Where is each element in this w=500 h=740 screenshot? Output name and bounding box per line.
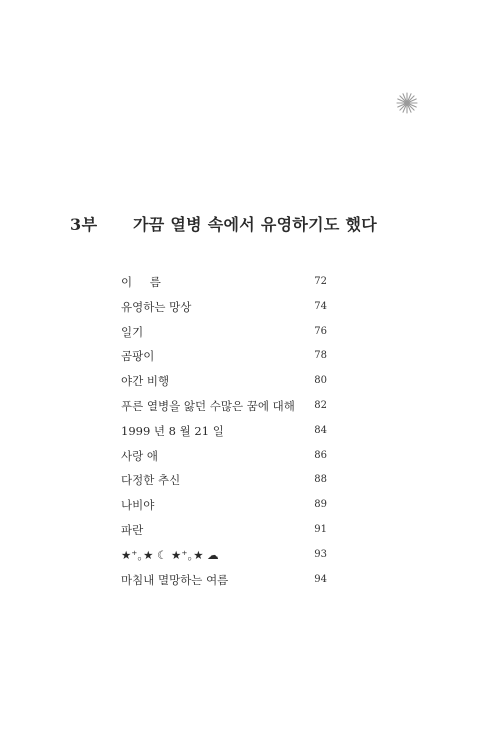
toc-entry-title: 마침내 멸망하는 여름: [121, 572, 229, 587]
table-of-contents: [121, 272, 327, 594]
toc-entry[interactable]: [121, 396, 327, 421]
toc-entry[interactable]: [121, 570, 327, 595]
toc-entry-title: 일기: [121, 324, 144, 339]
toc-entry-title: 유영하는 망상: [121, 299, 192, 314]
toc-entry[interactable]: [121, 495, 327, 520]
toc-entry-page: 91: [314, 523, 327, 535]
toc-entry-title: 파란: [121, 522, 144, 537]
star-burst-icon: [396, 92, 418, 114]
toc-entry-title: 야간 비행: [121, 374, 170, 389]
toc-entry-title: 곰팡이: [121, 349, 155, 364]
part-number: 3부: [70, 215, 98, 234]
toc-entry-title: ★⁺｡★ ☾ ★⁺｡★ ☁: [121, 547, 219, 562]
toc-entry[interactable]: [121, 545, 327, 570]
part-title: 가끔 열병 속에서 유영하기도 했다: [133, 215, 378, 234]
toc-entry[interactable]: [121, 520, 327, 545]
toc-entry-page: 94: [314, 573, 327, 585]
toc-entry[interactable]: [121, 346, 327, 371]
toc-entry[interactable]: [121, 371, 327, 396]
toc-entry-title: 다정한 추신: [121, 473, 181, 488]
toc-entry-title: 나비야: [121, 498, 155, 513]
toc-entry-page: 76: [314, 325, 327, 337]
toc-entry-page: 86: [314, 449, 327, 461]
toc-entry[interactable]: [121, 470, 327, 495]
toc-entry-title: 푸른 열병을 앓던 수많은 꿈에 대해: [121, 398, 295, 413]
toc-entry-title: 사랑 애: [121, 448, 158, 463]
toc-entry-title: 1999 년 8 월 21 일: [121, 423, 224, 438]
toc-entry-page: 84: [314, 424, 327, 436]
toc-entry[interactable]: [121, 297, 327, 322]
toc-entry-page: 74: [314, 300, 327, 312]
toc-entry-page: 80: [314, 375, 327, 387]
toc-entry[interactable]: [121, 272, 327, 297]
toc-entry-page: 93: [314, 548, 327, 560]
toc-entry-page: 82: [314, 399, 327, 411]
toc-entry-page: 72: [314, 276, 327, 287]
toc-entry[interactable]: [121, 446, 327, 471]
toc-entry-page: 78: [314, 350, 327, 362]
toc-entry[interactable]: [121, 421, 327, 446]
toc-entry-page: 89: [314, 499, 327, 511]
toc-entry-title: 이 름: [121, 275, 168, 289]
toc-entry-page: 88: [314, 474, 327, 486]
toc-entry[interactable]: [121, 322, 327, 347]
part-heading: [70, 212, 450, 236]
